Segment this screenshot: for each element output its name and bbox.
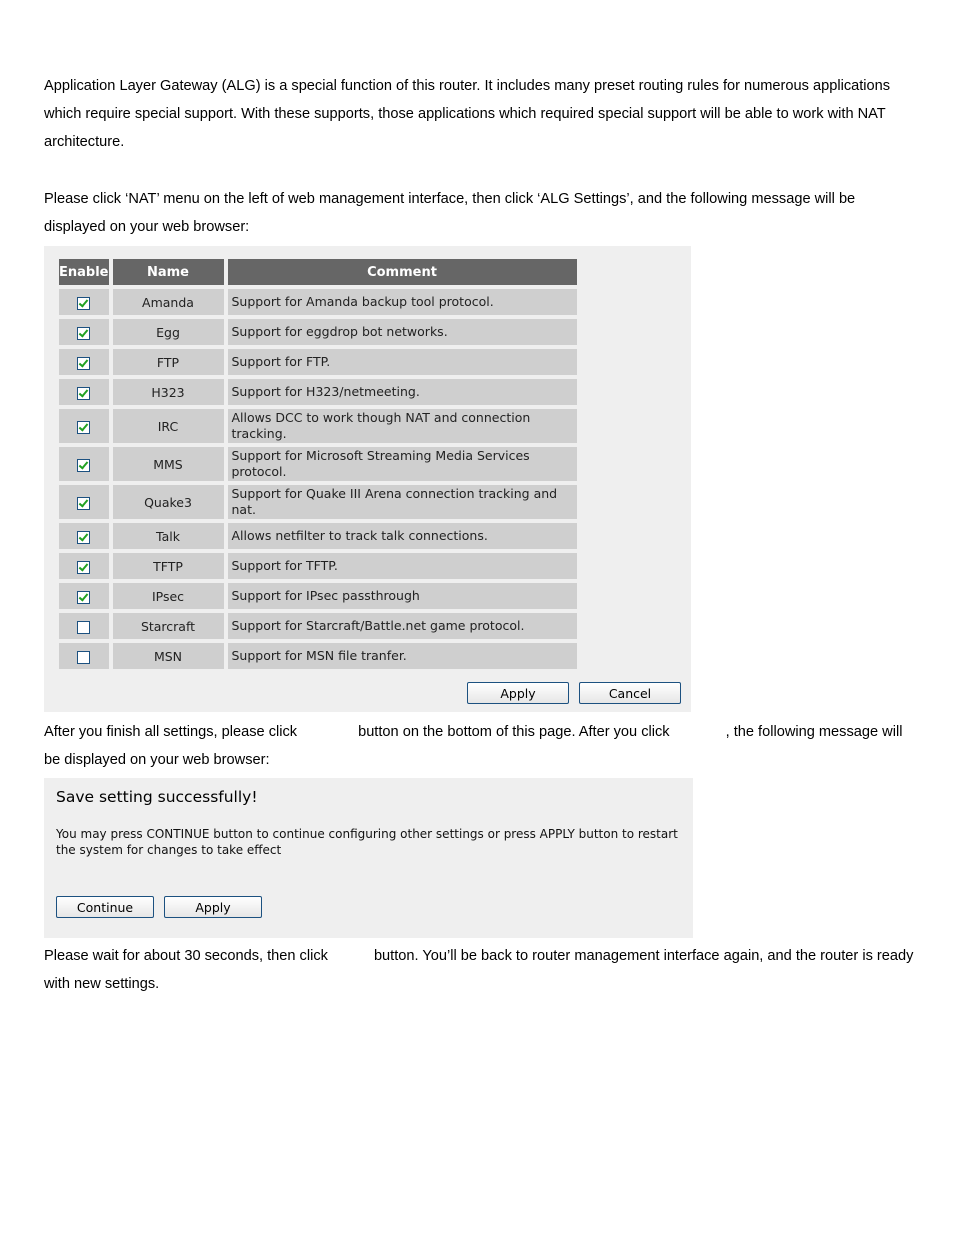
intro-paragraph: Application Layer Gateway (ALG) is a special function of this router. It includes many preset routing rules for numerous applications which require special support. With these supports, those applications which required special support will be able to work with NAT architecture. xyxy=(44,78,891,150)
alg-comment: Support for H323/netmeeting. xyxy=(228,379,577,405)
alg-comment: Support for Amanda backup tool protocol. xyxy=(228,289,577,315)
enable-cell xyxy=(59,523,109,549)
apply-button[interactable]: Apply xyxy=(467,682,569,704)
wait-text-1: Please wait for about 30 seconds, then click xyxy=(44,948,328,964)
enable-cell xyxy=(59,289,109,315)
alg-name: Talk xyxy=(113,523,224,549)
continue-button[interactable]: Continue xyxy=(56,896,154,918)
alg-settings-panel xyxy=(44,246,691,712)
alg-row-mms xyxy=(59,447,577,481)
enable-cell xyxy=(59,643,109,669)
wait-paragraph xyxy=(44,942,914,998)
enable-cell xyxy=(59,409,109,443)
header-enable: Enable xyxy=(59,259,109,285)
enable-checkbox[interactable] xyxy=(77,297,90,310)
enable-cell xyxy=(59,349,109,375)
alg-name: IRC xyxy=(113,409,224,443)
cancel-button[interactable]: Cancel xyxy=(579,682,681,704)
alg-row-quake3 xyxy=(59,485,577,519)
save-message: You may press CONTINUE button to continue configuring other settings or press APPLY button to restart the system for changes to take effect xyxy=(56,827,678,857)
alg-row-h323 xyxy=(59,379,577,405)
header-name: Name xyxy=(113,259,224,285)
alg-row-starcraft xyxy=(59,613,577,639)
enable-checkbox[interactable] xyxy=(77,497,90,510)
wait-text-2: button. You’ll be back to router management interface again, and the router is ready with new settings. xyxy=(44,948,914,992)
alg-name: TFTP xyxy=(113,553,224,579)
enable-cell xyxy=(59,553,109,579)
alg-row-talk xyxy=(59,523,577,549)
enable-cell xyxy=(59,447,109,481)
enable-cell xyxy=(59,379,109,405)
alg-name: FTP xyxy=(113,349,224,375)
after-text-3: , the following message will be displayed on your web browser: xyxy=(44,724,903,768)
alg-name: Quake3 xyxy=(113,485,224,519)
after-text-2: button on the bottom of this page. After you click xyxy=(358,724,670,740)
alg-table-header xyxy=(59,259,577,285)
enable-checkbox[interactable] xyxy=(77,421,90,434)
alg-comment: Support for Quake III Arena connection tracking and nat. xyxy=(228,485,577,519)
alg-comment: Support for FTP. xyxy=(228,349,577,375)
enable-checkbox[interactable] xyxy=(77,387,90,400)
enable-checkbox[interactable] xyxy=(77,561,90,574)
enable-checkbox[interactable] xyxy=(77,591,90,604)
after-paragraph xyxy=(44,718,914,774)
enable-checkbox[interactable] xyxy=(77,651,90,664)
save-success-panel xyxy=(44,778,693,938)
alg-row-amanda xyxy=(59,289,577,315)
enable-checkbox[interactable] xyxy=(77,357,90,370)
save-apply-button[interactable]: Apply xyxy=(164,896,262,918)
alg-row-irc xyxy=(59,409,577,443)
enable-checkbox[interactable] xyxy=(77,459,90,472)
alg-comment: Support for IPsec passthrough xyxy=(228,583,577,609)
alg-row-ipsec xyxy=(59,583,577,609)
enable-checkbox[interactable] xyxy=(77,327,90,340)
alg-row-ftp xyxy=(59,349,577,375)
alg-comment: Support for Microsoft Streaming Media Services protocol. xyxy=(228,447,577,481)
alg-row-tftp xyxy=(59,553,577,579)
enable-cell xyxy=(59,485,109,519)
after-text-1: After you finish all settings, please click xyxy=(44,724,298,740)
alg-comment: Support for MSN file tranfer. xyxy=(228,643,577,669)
enable-checkbox[interactable] xyxy=(77,531,90,544)
alg-comment: Allows netfilter to track talk connections. xyxy=(228,523,577,549)
alg-name: MSN xyxy=(113,643,224,669)
alg-name: Egg xyxy=(113,319,224,345)
enable-checkbox[interactable] xyxy=(77,621,90,634)
enable-cell xyxy=(59,583,109,609)
alg-row-msn xyxy=(59,643,577,669)
alg-name: Amanda xyxy=(113,289,224,315)
alg-comment: Support for TFTP. xyxy=(228,553,577,579)
alg-table xyxy=(55,255,581,673)
alg-name: H323 xyxy=(113,379,224,405)
alg-name: IPsec xyxy=(113,583,224,609)
header-comment: Comment xyxy=(228,259,577,285)
enable-cell xyxy=(59,319,109,345)
alg-name: Starcraft xyxy=(113,613,224,639)
enable-cell xyxy=(59,613,109,639)
alg-comment: Support for Starcraft/Battle.net game protocol. xyxy=(228,613,577,639)
save-title: Save setting successfully! xyxy=(56,788,258,806)
alg-row-egg xyxy=(59,319,577,345)
alg-comment: Support for eggdrop bot networks. xyxy=(228,319,577,345)
alg-comment: Allows DCC to work though NAT and connection tracking. xyxy=(228,409,577,443)
alg-name: MMS xyxy=(113,447,224,481)
instruction-paragraph: Please click ‘NAT’ menu on the left of web management interface, then click ‘ALG Settings’, and the following message will be displayed on your web browser: xyxy=(44,191,856,235)
